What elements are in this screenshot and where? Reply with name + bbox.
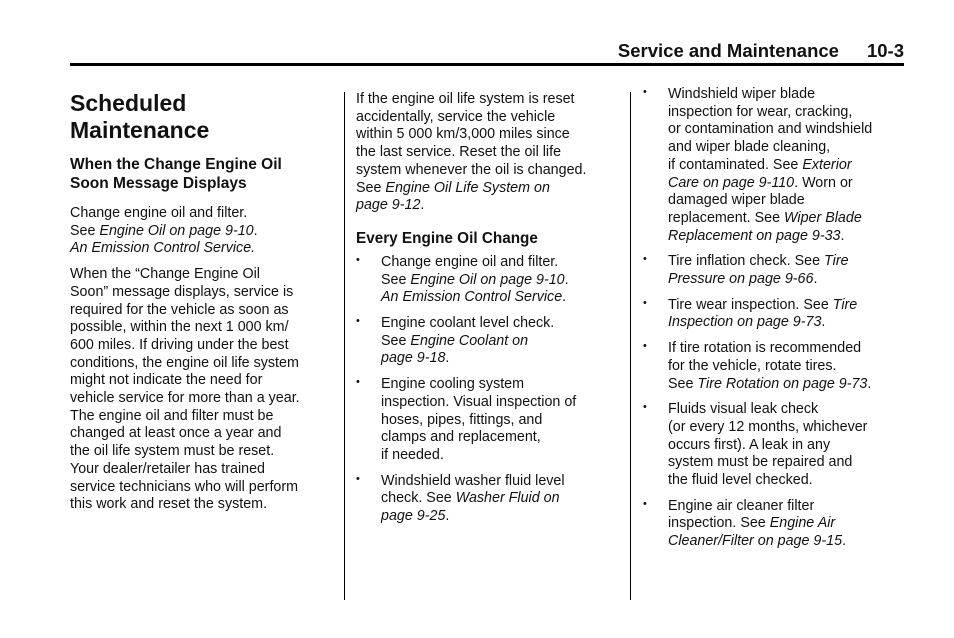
paragraph: Change engine oil and filter. See Engine Oil on page 9-10. An Emission Control Service. [70,205,258,257]
list-item: • Tire wear inspection. See Tire Inspection on page 9-73. [643,296,858,331]
list-item: • Engine cooling system inspection. Visual inspection of hoses, pipes, fittings, and clamps and replacement, if needed. [356,376,577,463]
page-title: Scheduled Maintenance [70,90,210,143]
bullet-icon: • [356,315,360,328]
page-number: 10-3 [866,40,904,61]
paragraph: When the “Change Engine Oil Soon” message displays, service is required for the vehicle as soon as possible, within the next 1 000 km/ 600 miles. If driving under the best conditions, the engine oil life system might not indicate the need for vehicle service for more than a year. The engine oil and filter must be changed at least once a year and the oil life system must be reset. Your dealer/retailer has trained service technicians who will perform this work and reset the system. [70,266,300,513]
page-header [70,40,904,64]
list-item: • Fluids visual leak check (or every 12 months, whichever occurs first). A leak in any system must be repaired and the fluid level checked. [643,401,868,489]
subheading: Every Engine Oil Change [356,229,538,247]
column-divider-2 [630,92,631,600]
list-item: • Change engine oil and filter. See Engine Oil on page 9-10. An Emission Control Service. [356,253,569,306]
bullet-list [356,254,624,526]
right-column [643,86,913,551]
middle-column [356,91,624,526]
list-item: • Windshield washer fluid level check. See Washer Fluid on page 9-25. [356,472,565,525]
cross-reference: Engine Oil on page 9-10 [99,222,254,239]
list-item: • Windshield wiper blade inspection for wear, cracking, or contamination and windshield and wiper blade cleaning, if contaminated. See Exterior Care on page 9-110. Worn or damaged wiper blade replacement. See Wiper Blade Replacement on page 9-33. [643,86,873,244]
list-item: • Tire inflation check. See Tire Pressure on page 9-66. [643,253,849,288]
list-item: • If tire rotation is recommended for the vehicle, rotate tires. See Tire Rotation on page 9-73. [643,340,872,392]
header-rule [70,63,904,66]
column-divider-1 [344,92,345,600]
bullet-icon: • [643,86,647,98]
cross-reference: Engine Oil Life System on [385,179,550,196]
bullet-icon: • [643,401,647,414]
paragraph: If the engine oil life system is reset accidentally, service the vehicle within 5 000 km/3,000 miles since the last service. Reset the oil life system whenever the oil is changed. See Engine Oil Life System on page 9-12. [356,91,587,214]
bullet-icon: • [643,253,647,266]
bullet-icon: • [643,340,647,353]
bullet-icon: • [643,497,647,510]
subheading: When the Change Engine Oil Soon Message Displays [70,156,282,192]
section-title: Service and Maintenance [617,40,839,61]
bullet-list [643,86,913,551]
bullet-icon: • [356,472,360,485]
bullet-icon: • [643,296,647,309]
list-item: • Engine air cleaner filter inspection. See Engine Air Cleaner/Filter on page 9-15. [643,497,847,550]
bullet-icon: • [356,376,360,389]
list-item: • Engine coolant level check. See Engine Coolant on page 9-18. [356,315,555,367]
left-column [70,90,338,514]
cross-reference: An Emission Control Service. [70,240,256,257]
cross-reference: page 9-12 [356,197,421,214]
bullet-icon: • [356,253,360,266]
